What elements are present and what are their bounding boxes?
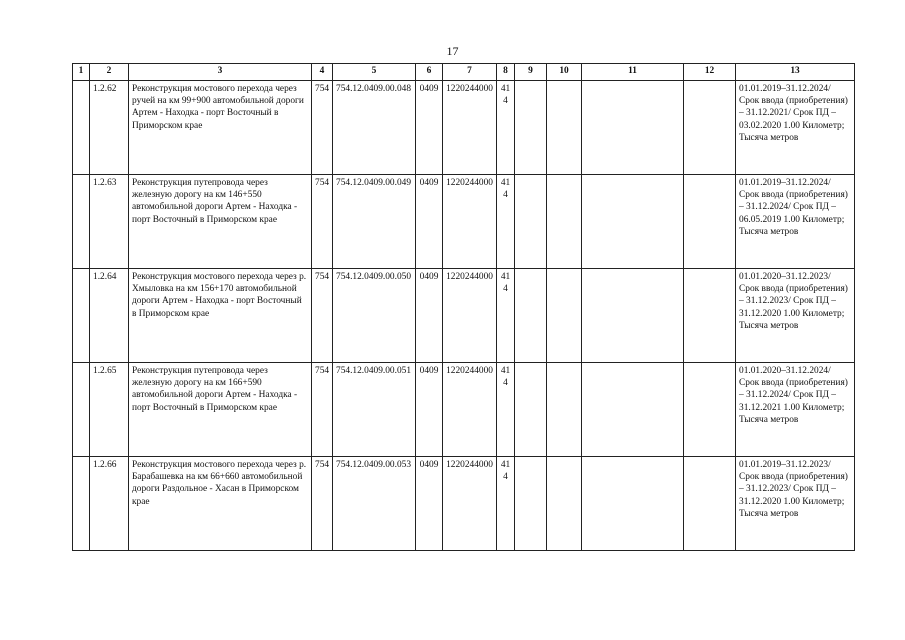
code-col4: 754: [312, 269, 333, 363]
column-header: 10: [547, 64, 582, 81]
column-header: 13: [736, 64, 855, 81]
value-col10: [547, 363, 582, 457]
column-header: 12: [684, 64, 736, 81]
value-col10: [547, 457, 582, 551]
column-header: 8: [497, 64, 515, 81]
deadline-info: 01.01.2019–31.12.2024/ Срок ввода (приобретения) – 31.12.2021/ Срок ПД – 03.02.2020 1.00 Километр; Тысяча метров: [736, 81, 855, 175]
row-marker: [73, 175, 90, 269]
deadline-info: 01.01.2019–31.12.2023/ Срок ввода (приобретения) – 31.12.2023/ Срок ПД – 31.12.2020 1.00 Километр; Тысяча метров: [736, 457, 855, 551]
item-number: 1.2.63: [90, 175, 129, 269]
code-col5: 754.12.0409.00.051: [333, 363, 416, 457]
column-header: 7: [443, 64, 497, 81]
code-col8: 414: [497, 269, 515, 363]
column-header: 5: [333, 64, 416, 81]
code-col4: 754: [312, 363, 333, 457]
value-col12: [684, 175, 736, 269]
table-row: [73, 363, 855, 457]
value-col12: [684, 81, 736, 175]
code-col7: 1220244000: [443, 457, 497, 551]
object-name: Реконструкция мостового перехода через р. Барабашевка на км 66+660 автомобильной дороги Раздольное - Хасан в Приморском крае: [129, 457, 312, 551]
table-row: [73, 175, 855, 269]
table-row: [73, 457, 855, 551]
code-col5: 754.12.0409.00.048: [333, 81, 416, 175]
value-col10: [547, 81, 582, 175]
object-name: Реконструкция путепровода через железную дорогу на км 166+590 автомобильной дороги Артем - Находка - порт Восточный в Приморском крае: [129, 363, 312, 457]
row-marker: [73, 269, 90, 363]
value-col9: [515, 175, 547, 269]
code-col8: 414: [497, 175, 515, 269]
code-col4: 754: [312, 81, 333, 175]
deadline-info: 01.01.2019–31.12.2024/ Срок ввода (приобретения) – 31.12.2024/ Срок ПД – 06.05.2019 1.00 Километр; Тысяча метров: [736, 175, 855, 269]
value-col11: [582, 269, 684, 363]
column-header: 9: [515, 64, 547, 81]
code-col6: 0409: [416, 269, 443, 363]
item-number: 1.2.62: [90, 81, 129, 175]
row-marker: [73, 457, 90, 551]
code-col4: 754: [312, 457, 333, 551]
code-col6: 0409: [416, 175, 443, 269]
page-number: 17: [446, 44, 459, 58]
value-col11: [582, 175, 684, 269]
object-name: Реконструкция мостового перехода через ручей на км 99+900 автомобильной дороги Артем - Находка - порт Восточный в Приморском крае: [129, 81, 312, 175]
code-col6: 0409: [416, 81, 443, 175]
value-col9: [515, 81, 547, 175]
object-name: Реконструкция путепровода через железную дорогу на км 146+550 автомобильной дороги Артем - Находка - порт Восточный в Приморском крае: [129, 175, 312, 269]
code-col8: 414: [497, 81, 515, 175]
item-number: 1.2.66: [90, 457, 129, 551]
code-col7: 1220244000: [443, 175, 497, 269]
value-col10: [547, 175, 582, 269]
value-col9: [515, 363, 547, 457]
item-number: 1.2.64: [90, 269, 129, 363]
code-col7: 1220244000: [443, 363, 497, 457]
column-header: 4: [312, 64, 333, 81]
column-header: 1: [73, 64, 90, 81]
table-row: [73, 269, 855, 363]
value-col9: [515, 457, 547, 551]
value-col11: [582, 457, 684, 551]
value-col12: [684, 363, 736, 457]
code-col6: 0409: [416, 363, 443, 457]
value-col12: [684, 269, 736, 363]
code-col4: 754: [312, 175, 333, 269]
code-col8: 414: [497, 457, 515, 551]
value-col10: [547, 269, 582, 363]
column-header: 2: [90, 64, 129, 81]
column-header: 11: [582, 64, 684, 81]
item-number: 1.2.65: [90, 363, 129, 457]
value-col12: [684, 457, 736, 551]
row-marker: [73, 81, 90, 175]
object-name: Реконструкция мостового перехода через р. Хмыловка на км 156+170 автомобильной дороги Артем - Находка - порт Восточный в Приморском крае: [129, 269, 312, 363]
value-col9: [515, 269, 547, 363]
code-col5: 754.12.0409.00.050: [333, 269, 416, 363]
code-col6: 0409: [416, 457, 443, 551]
code-col7: 1220244000: [443, 81, 497, 175]
table-row: [73, 81, 855, 175]
table-header-row: [73, 64, 855, 81]
row-marker: [73, 363, 90, 457]
code-col5: 754.12.0409.00.053: [333, 457, 416, 551]
code-col8: 414: [497, 363, 515, 457]
value-col11: [582, 81, 684, 175]
column-header: 6: [416, 64, 443, 81]
column-header: 3: [129, 64, 312, 81]
deadline-info: 01.01.2020–31.12.2024/ Срок ввода (приобретения) – 31.12.2024/ Срок ПД – 31.12.2021 1.00 Километр; Тысяча метров: [736, 363, 855, 457]
deadline-info: 01.01.2020–31.12.2023/ Срок ввода (приобретения) – 31.12.2023/ Срок ПД – 31.12.2020 1.00 Километр; Тысяча метров: [736, 269, 855, 363]
budget-table: [72, 63, 855, 551]
code-col7: 1220244000: [443, 269, 497, 363]
code-col5: 754.12.0409.00.049: [333, 175, 416, 269]
value-col11: [582, 363, 684, 457]
